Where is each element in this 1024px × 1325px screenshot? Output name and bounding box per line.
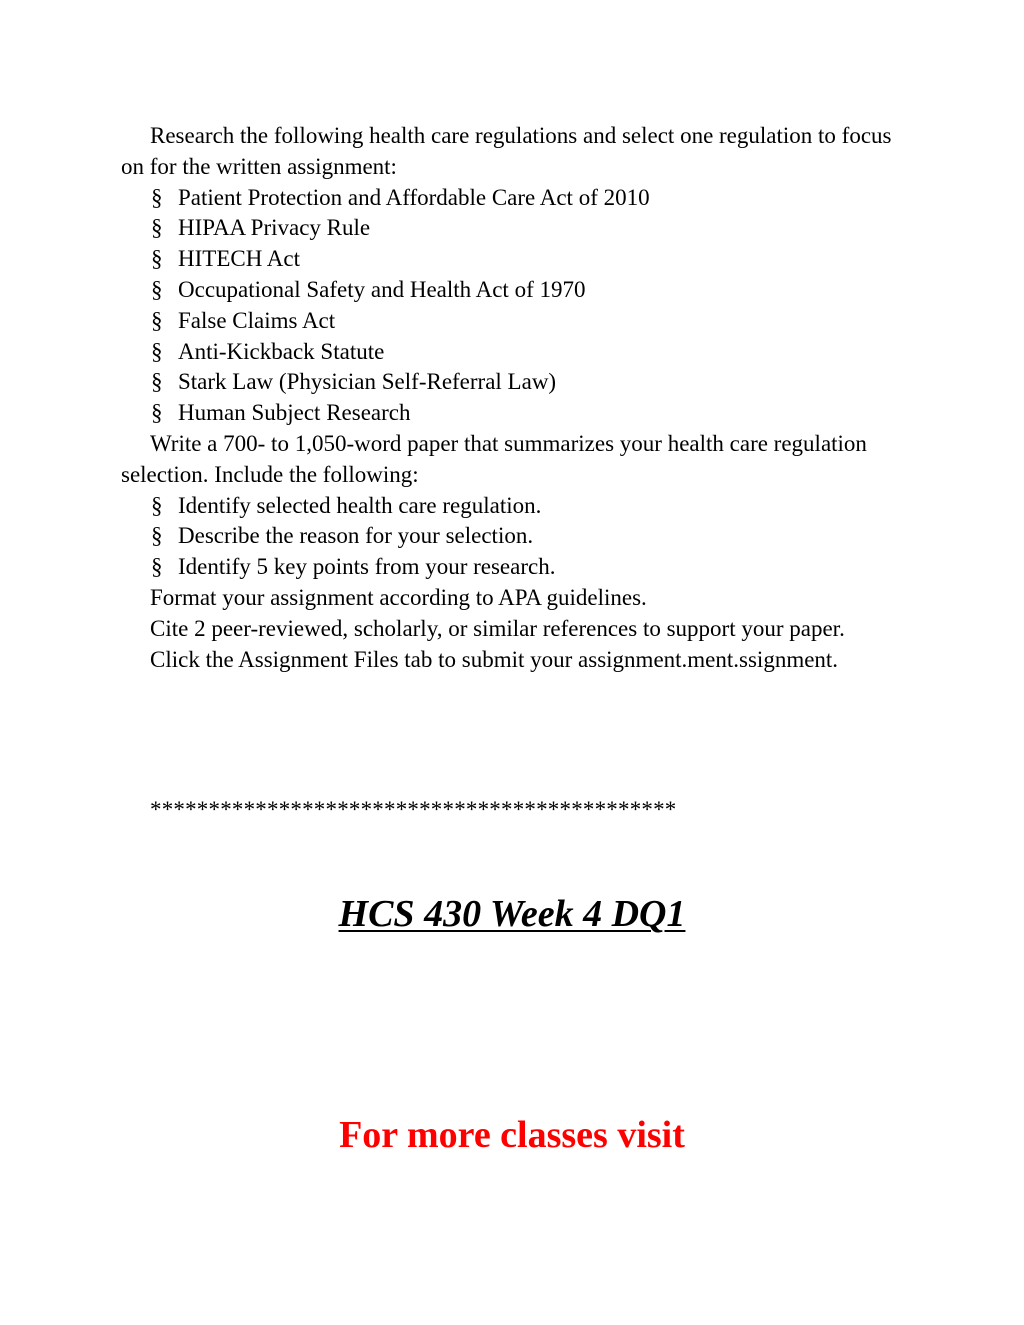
section-sign-icon: § bbox=[151, 492, 163, 518]
list-item-text: Patient Protection and Affordable Care Act of 2010 bbox=[178, 184, 650, 210]
list-item-text: False Claims Act bbox=[178, 307, 336, 333]
list-item bbox=[121, 183, 911, 214]
list-item bbox=[121, 306, 911, 337]
section-sign-icon: § bbox=[151, 523, 163, 549]
list-item-text: HIPAA Privacy Rule bbox=[178, 215, 371, 241]
list-item bbox=[121, 521, 911, 552]
promo-heading: For more classes visit bbox=[339, 1114, 685, 1156]
list-item bbox=[121, 244, 911, 275]
list-item-text: Describe the reason for your selection. bbox=[178, 523, 534, 549]
list-item bbox=[121, 398, 911, 429]
section-sign-icon: § bbox=[151, 338, 163, 364]
list-item bbox=[121, 213, 911, 244]
list-item-text: HITECH Act bbox=[178, 246, 301, 272]
section-sign-icon: § bbox=[151, 215, 163, 241]
list-item-text: Stark Law (Physician Self-Referral Law) bbox=[178, 369, 557, 395]
format-instruction-paragraph: Format your assignment according to APA guidelines. bbox=[150, 584, 647, 610]
submit-instruction-paragraph: Click the Assignment Files tab to submit your assignment.ment.ssignment. bbox=[150, 646, 839, 672]
list-item bbox=[121, 337, 911, 368]
list-item bbox=[121, 367, 911, 398]
list-item-text: Human Subject Research bbox=[178, 400, 411, 426]
list-item-text: Occupational Safety and Health Act of 1970 bbox=[178, 276, 586, 302]
section-sign-icon: § bbox=[151, 400, 163, 426]
list-item-text: Anti-Kickback Statute bbox=[178, 338, 385, 364]
list-item-text: Identify 5 key points from your research. bbox=[178, 554, 556, 580]
list-item bbox=[121, 491, 911, 522]
week-title-heading: HCS 430 Week 4 DQ1 bbox=[338, 893, 686, 935]
section-sign-icon: § bbox=[151, 246, 163, 272]
separator-line: ********************************************* bbox=[150, 797, 677, 822]
assignment-body bbox=[121, 121, 911, 675]
regulation-list bbox=[121, 183, 911, 429]
paper-instruction-paragraph: Write a 700- to 1,050-word paper that summarizes your health care regulation selection. Include the following: bbox=[121, 430, 867, 487]
section-sign-icon: § bbox=[151, 554, 163, 580]
intro-paragraph: Research the following health care regulations and select one regulation to focus on for the written assignment: bbox=[121, 123, 892, 179]
list-item-text: Identify selected health care regulation. bbox=[178, 492, 542, 518]
section-sign-icon: § bbox=[151, 184, 163, 210]
cite-instruction-paragraph: Cite 2 peer-reviewed, scholarly, or similar references to support your paper. bbox=[150, 615, 845, 641]
list-item bbox=[121, 552, 911, 583]
list-item bbox=[121, 275, 911, 306]
requirement-list bbox=[121, 491, 911, 583]
section-sign-icon: § bbox=[151, 276, 163, 302]
section-sign-icon: § bbox=[151, 307, 163, 333]
section-sign-icon: § bbox=[151, 369, 163, 395]
